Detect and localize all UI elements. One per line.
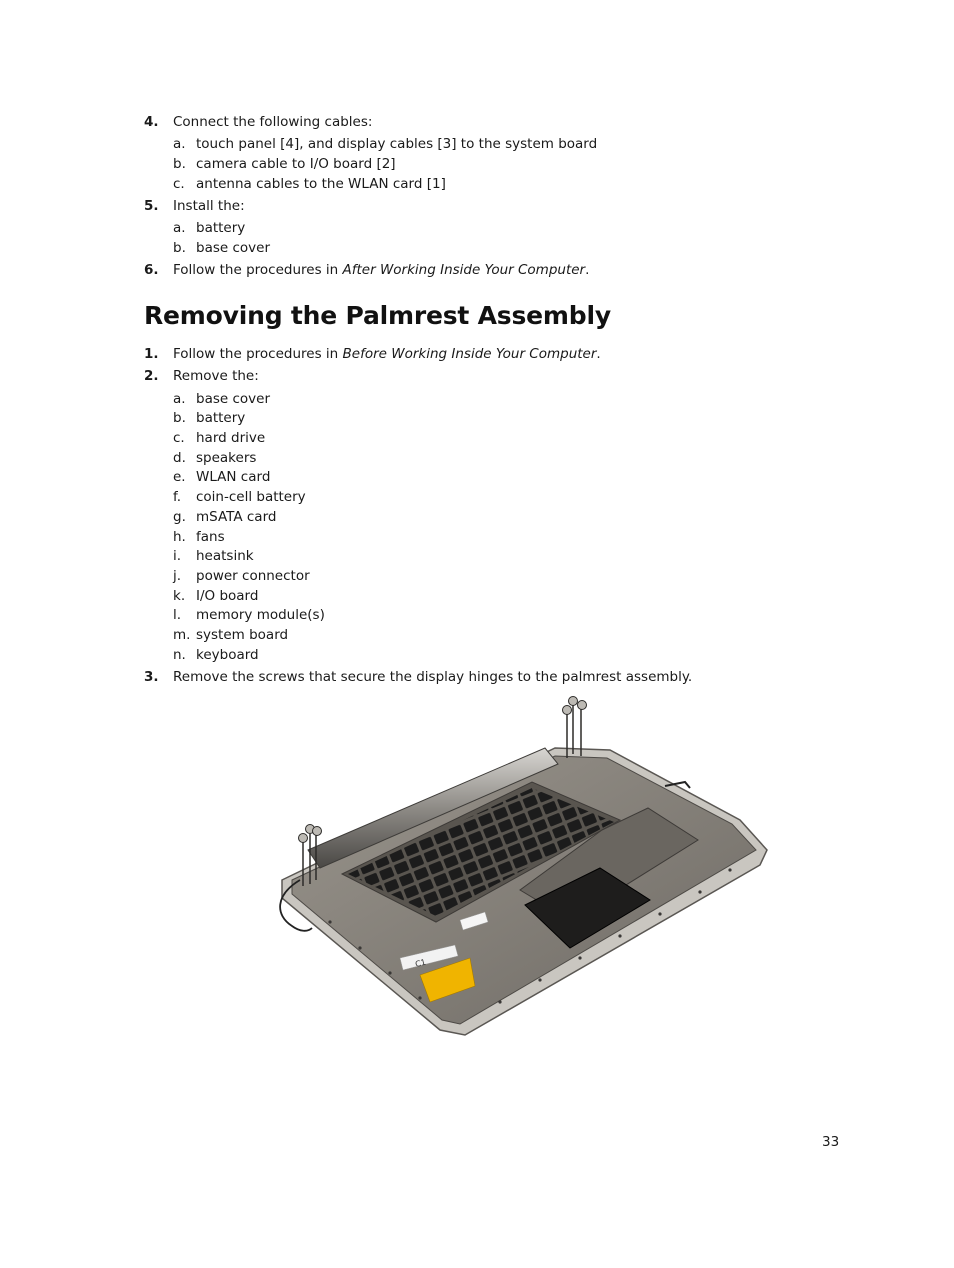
page-number: 33 [822,1134,840,1150]
step-text: Remove the: [173,368,259,384]
list-item: j. power connector [173,568,310,584]
step-3 [144,668,692,686]
step-6: 6. Follow the procedures in After Working Inside Your Computer. [144,262,590,278]
step-number: 4. [144,114,159,130]
list-item: f. coin-cell battery [173,489,306,505]
list-item: k. I/O board [173,588,259,604]
list-item: d. speakers [173,450,257,466]
step-number: 6. [144,262,159,278]
step-number: 5. [144,198,159,214]
step-number: 1. [144,346,159,362]
list-item: a. battery [173,220,246,236]
step-text: Connect the following cables: [173,114,373,130]
list-item: b. camera cable to I/O board [2] [173,156,396,172]
step-5 [144,197,245,215]
step-4 [144,113,372,131]
step-1: 1. Follow the procedures in Before Working Inside Your Computer. [144,346,601,362]
step-number: 2. [144,368,159,384]
list-item: g. mSATA card [173,509,277,525]
section-title: Removing the Palmrest Assembly [144,301,611,330]
chassis-label-text: C1 [414,957,427,969]
list-item: c. hard drive [173,430,266,446]
step-text: Remove the screws that secure the display hinges to the palmrest assembly. [173,669,693,685]
list-item: c. antenna cables to the WLAN card [1] [173,176,446,192]
link-text-before-working: Before Working Inside Your Computer [342,346,597,362]
step-2 [144,367,259,385]
palmrest-assembly-illustration [270,690,775,1042]
list-item: a. base cover [173,391,270,407]
list-item: h. fans [173,529,225,545]
list-item: a. touch panel [4], and display cables [3] to the system board [173,136,598,152]
step-number: 3. [144,669,159,685]
link-text-after-working: After Working Inside Your Computer [342,262,586,278]
list-item: i. heatsink [173,548,254,564]
palmrest-chassis [282,748,767,1035]
list-item: e. WLAN card [173,469,271,485]
list-item: l. memory module(s) [173,607,325,623]
list-item: n. keyboard [173,647,259,663]
list-item: b. base cover [173,240,270,256]
step-text: Install the: [173,198,245,214]
list-item: b. battery [173,410,246,426]
list-item: m. system board [173,627,289,643]
